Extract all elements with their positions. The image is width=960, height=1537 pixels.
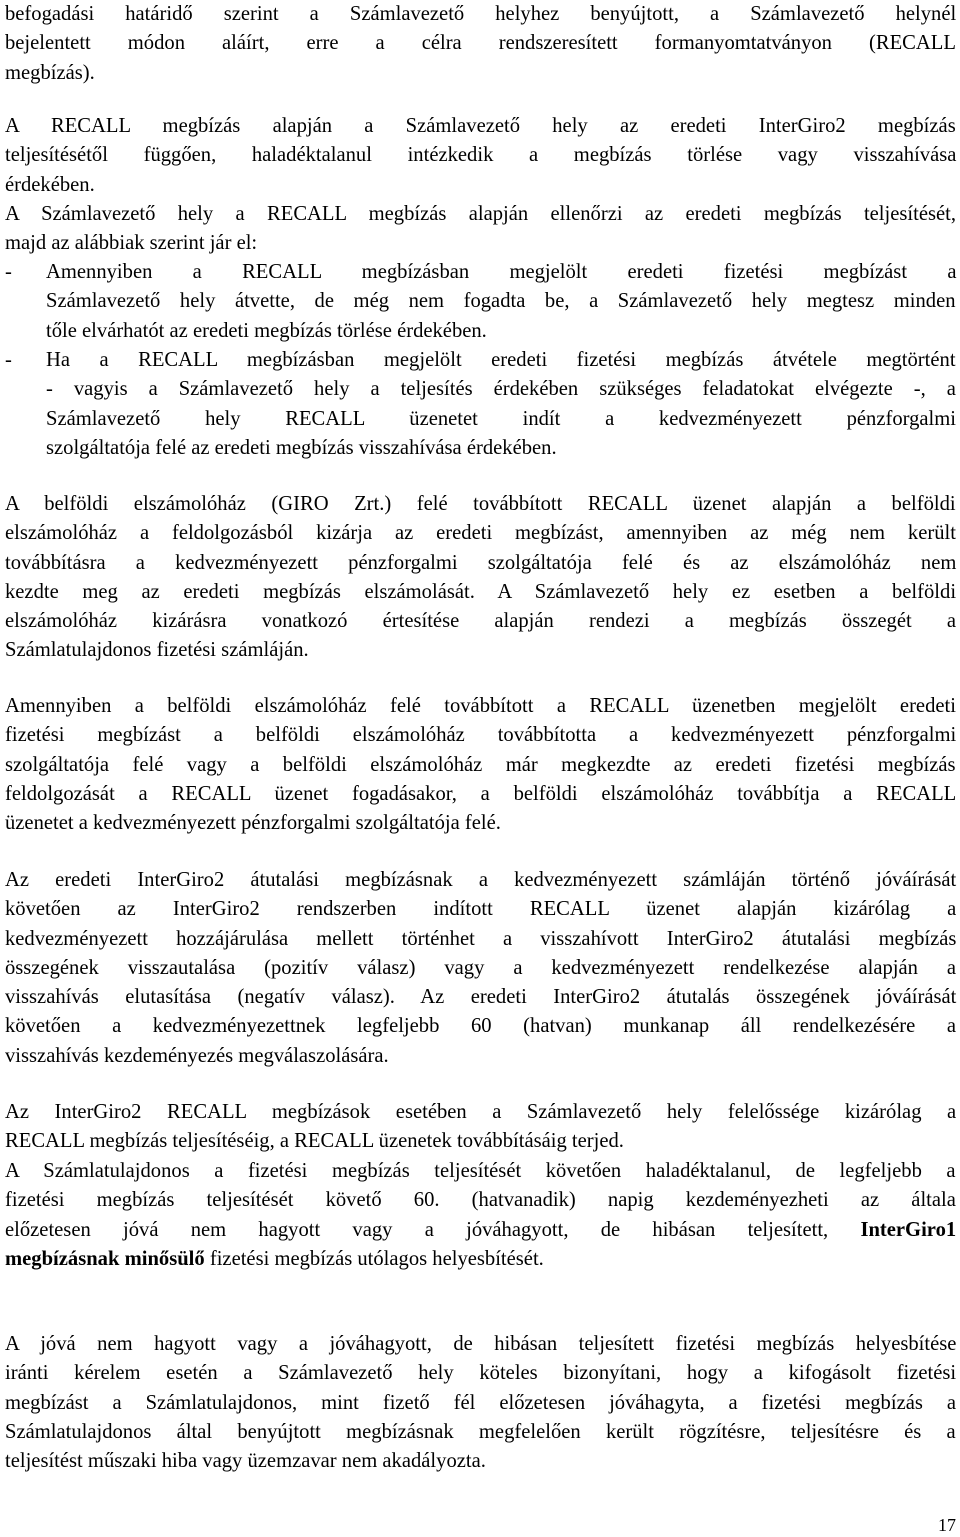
- text-line: elszámolóház kizárásra vonatkozó értesítése alapján rendezi a megbízás összegét a: [5, 610, 956, 633]
- text-segment: fizetési megbízás utólagos helyesbítését.: [209, 1247, 544, 1270]
- bold-term: InterGiro1: [860, 1218, 957, 1241]
- text-line: feldolgozását a RECALL üzenet fogadásakor, a belföldi elszámolóház továbbítja a RECALL: [5, 782, 957, 805]
- text-line: Számlavezető hely RECALL üzenetet indít a kedvezményezett pénzforgalmi: [46, 407, 956, 430]
- paragraph-liability: [5, 1098, 956, 1157]
- text-line: tőle elvárhatót az eredeti megbízás törlése érdekében.: [46, 319, 487, 342]
- text-line: visszahívás kezdeményezés megválaszolására.: [5, 1044, 389, 1067]
- text-line: Amennyiben a RECALL megbízásban megjelölt eredeti fizetési megbízást a: [46, 261, 957, 283]
- text-line: majd az alábbiak szerint jár el:: [5, 232, 258, 255]
- bullet-text: [46, 258, 956, 346]
- text-line: megbízás).: [5, 61, 95, 84]
- text-line: bejelentett módon aláírt, erre a célra rendszeresített formanyomtatványon (RECALL: [5, 32, 956, 55]
- text-line: befogadási határidő szerint a Számlavezető helyhez benyújtott, a Számlavezető helynél: [5, 3, 957, 25]
- text-line: érdekében.: [5, 173, 95, 196]
- paragraph-forwarded-recall: [5, 692, 956, 838]
- paragraph-intergiro2-credit: [5, 866, 956, 1071]
- text-line: fizetési megbízást a belföldi elszámolóház továbbította a kedvezményezett pénzforgalmi: [5, 724, 957, 747]
- text-line: Ha a RECALL megbízásban megjelölt eredeti fizetési megbízás átvétele megtörtént: [46, 349, 956, 371]
- text-line: szolgáltatója felé az eredeti megbízás visszahívása érdekében.: [46, 436, 557, 459]
- text-line: követően a kedvezményezettnek legfeljebb 60 (hatvan) munkanap áll rendelkezésére a: [5, 1015, 956, 1038]
- paragraph-burden-of-proof: [5, 1330, 956, 1476]
- text-line: - vagyis a Számlavezető hely a teljesítés érdekében szükséges feladatokat elvégezte -, a: [46, 378, 956, 401]
- text-line: szolgáltatója felé vagy a belföldi elszámolóház már megkezdte az eredeti fizetési megbízás: [5, 753, 956, 776]
- text-line-with-bold: [5, 1216, 956, 1245]
- text-line: megbízást a Számlatulajdonos, mint fizető fél előzetesen jóváhagyta, a fizetési megbízás a: [5, 1391, 956, 1414]
- paragraph-recall-basis: [5, 112, 956, 200]
- text-line: üzenetet a kedvezményezett pénzforgalmi szolgáltatója felé.: [5, 812, 501, 835]
- text-line: Az InterGiro2 RECALL megbízások esetében a Számlavezető hely felelőssége kizárólag a: [5, 1101, 957, 1123]
- page-number: 17: [938, 1515, 956, 1535]
- bullet-text: [46, 346, 956, 463]
- text-line: Számlatulajdonos fizetési számláján.: [5, 639, 309, 662]
- text-line: kedvezményezett hozzájárulása mellett történhet a visszahívott InterGiro2 átutalási megbízás: [5, 927, 957, 950]
- text-line: A Számlavezető hely a RECALL megbízás alapján ellenőrzi az eredeti megbízás teljesítését,: [5, 203, 957, 225]
- text-line: teljesítést műszaki hiba vagy üzemzavar nem akadályozta.: [5, 1450, 486, 1473]
- text-line: visszahívás elutasítása (negatív válasz). Az eredeti InterGiro2 átutalás összegének jóváírását: [5, 986, 957, 1009]
- text-line: RECALL megbízás teljesítéséig, a RECALL üzenetek továbbításáig terjed.: [5, 1130, 624, 1153]
- text-line: Számlatulajdonos által benyújtott megbízásnak megfelelően került rögzítésre, teljesítésre és a: [5, 1420, 956, 1443]
- paragraph-recall-form: [5, 0, 956, 88]
- text-line: Az eredeti InterGiro2 átutalási megbízásnak a kedvezményezett számláján történő jóváírását: [5, 869, 957, 891]
- paragraph-recall-check: [5, 200, 956, 259]
- bullet-dash: -: [5, 349, 12, 371]
- text-line: elszámolóház a feldolgozásból kizárja az eredeti megbízást, amennyiben az még nem került: [5, 522, 956, 545]
- text-line: követően az InterGiro2 rendszerben indított RECALL üzenet alapján kizárólag a: [5, 898, 957, 921]
- text-line: kezdte meg az eredeti megbízás elszámolását. A Számlavezető hely ez esetben a belföldi: [5, 580, 957, 603]
- bullet-dash: -: [5, 261, 12, 283]
- paragraph-correction-request: [5, 1157, 956, 1274]
- text-line: A Számlatulajdonos a fizetési megbízás teljesítését követően haladéktalanul, de legfeljebb a: [5, 1160, 956, 1182]
- text-line-with-bold: [5, 1245, 956, 1274]
- text-line: összegének visszautalása (pozitív válasz) vagy a kedvezményezett rendelkezése alapján a: [5, 956, 957, 979]
- text-line: A jóvá nem hagyott vagy a jóváhagyott, de hibásan teljesített fizetési megbízás helyesbítése: [5, 1333, 957, 1355]
- paragraph-giro-clearing: [5, 490, 956, 666]
- text-line: A RECALL megbízás alapján a Számlavezető hely az eredeti InterGiro2 megbízás: [5, 115, 956, 137]
- text-line: továbbításra a kedvezményezett pénzforgalmi szolgáltatója felé és az elszámolóház nem: [5, 551, 957, 574]
- bold-term: megbízásnak minősülő: [5, 1247, 205, 1270]
- text-line: A belföldi elszámolóház (GIRO Zrt.) felé továbbított RECALL üzenet alapján a belföldi: [5, 493, 956, 515]
- text-line: Számlavezető hely átvette, de még nem fogadta be, a Számlavezető hely megtesz minden: [46, 290, 956, 313]
- text-line: iránti kérelem esetén a Számlavezető hely köteles bizonyítani, hogy a kifogásolt fizetési: [5, 1362, 957, 1385]
- text-segment: előzetesen jóvá nem hagyott vagy a jóváhagyott, de hibásan teljesített,: [5, 1218, 829, 1241]
- text-line: teljesítésétől függően, haladéktalanul intézkedik a megbízás törlése vagy visszahívása: [5, 144, 957, 167]
- text-line: Amennyiben a belföldi elszámolóház felé továbbított a RECALL üzenetben megjelölt eredeti: [5, 695, 956, 717]
- text-line: fizetési megbízás teljesítését követő 60. (hatvanadik) napig kezdeményezheti az általa: [5, 1189, 956, 1212]
